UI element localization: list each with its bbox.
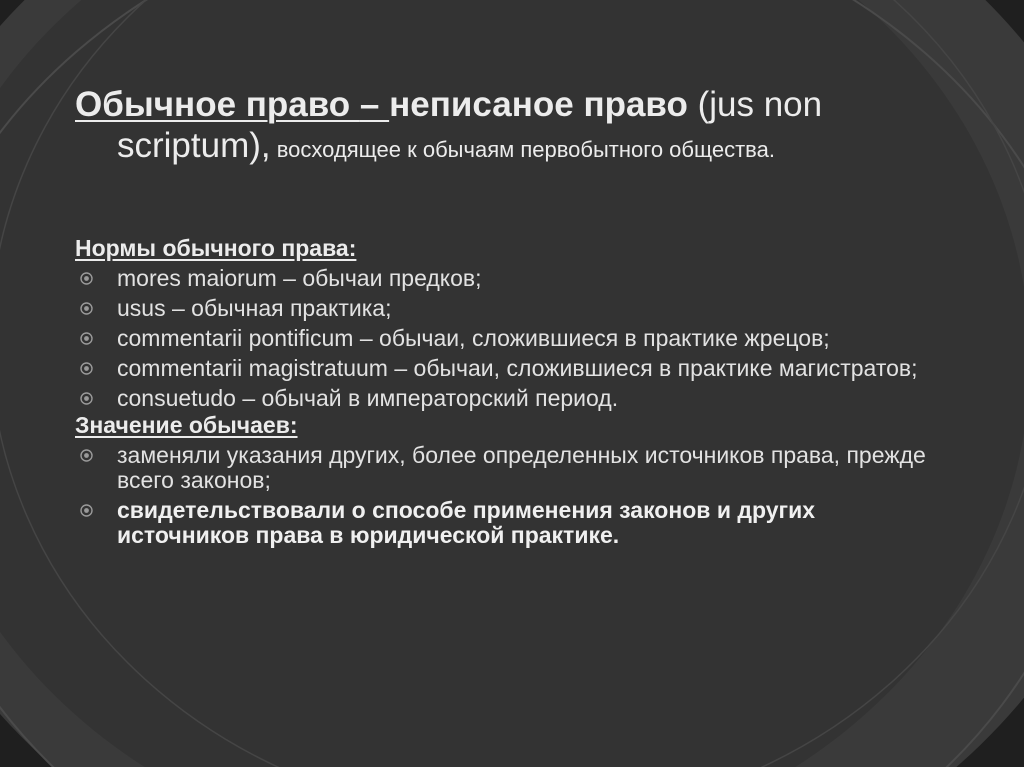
list-item-text: mores maiorum – обычаи предков; [117, 265, 482, 291]
title-term: Обычное право [75, 85, 360, 124]
significance-list [75, 443, 935, 548]
list-item [75, 498, 935, 548]
list-item-text: свидетельствовали о способе применения законов и других источников права в юридической практике. [117, 497, 816, 548]
circle-dot-icon [80, 302, 93, 315]
title-latin-open: (jus non [687, 85, 823, 124]
section-heading-significance: Значение обычаев: [75, 412, 298, 438]
circle-dot-icon [80, 362, 93, 375]
norms-list [75, 266, 935, 411]
list-item-text: usus – обычная практика; [117, 295, 392, 321]
slide-body [75, 236, 935, 548]
list-item [75, 443, 935, 493]
title-dash: – [359, 85, 390, 124]
list-item-text: commentarii pontificum – обычаи, сложившиеся в практике жрецов; [117, 325, 830, 351]
list-item [75, 326, 935, 351]
title-definition: неписаное право [389, 85, 688, 124]
circle-dot-icon [80, 449, 93, 462]
slide-title [75, 84, 975, 170]
circle-dot-icon [80, 504, 93, 517]
list-item [75, 356, 935, 381]
list-item [75, 296, 935, 321]
circle-dot-icon [80, 332, 93, 345]
title-rest: восходящее к обычаям первобытного общества. [270, 137, 775, 162]
title-latin-close: scriptum), [117, 126, 271, 165]
list-item [75, 266, 935, 291]
list-item-text: заменяли указания других, более определенных источников права, прежде всего законов; [117, 442, 926, 493]
circle-dot-icon [80, 392, 93, 405]
list-item [75, 386, 935, 411]
circle-dot-icon [80, 272, 93, 285]
section-heading-norms: Нормы обычного права: [75, 235, 357, 261]
list-item-text: commentarii magistratuum – обычаи, сложившиеся в практике магистратов; [117, 355, 918, 381]
list-item-text: consuetudo – обычай в императорский период. [117, 385, 619, 411]
